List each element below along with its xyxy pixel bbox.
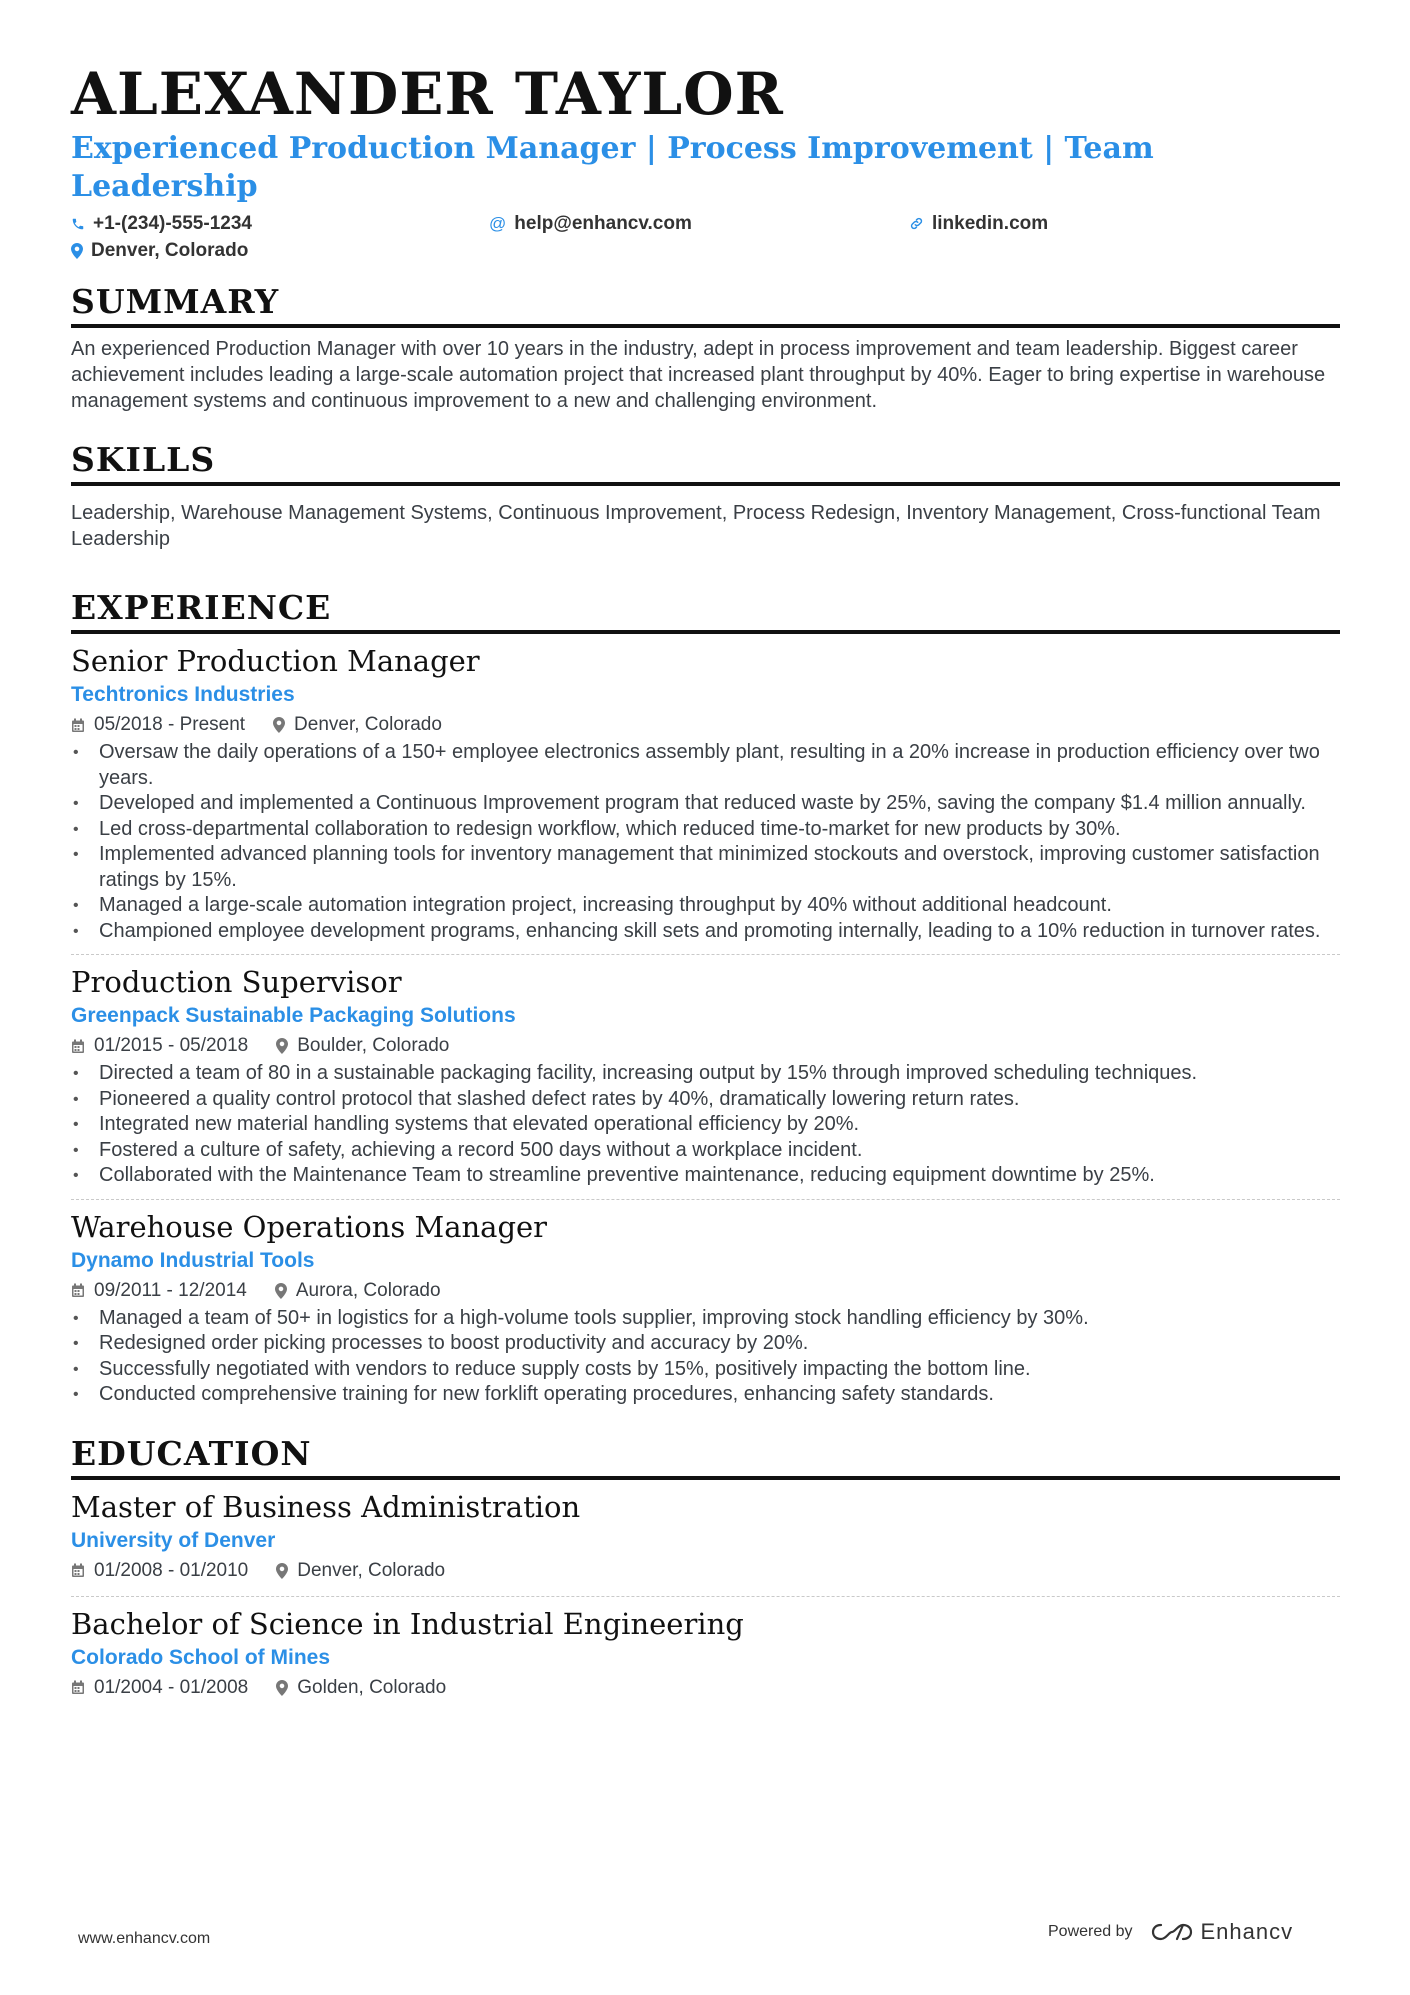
email-text: help@enhancv.com: [514, 213, 692, 234]
education-title: EDUCATION: [71, 1434, 1340, 1480]
contact-phone[interactable]: [71, 210, 489, 237]
location-pin-icon: [276, 1038, 288, 1054]
location-pin-icon: [276, 1680, 288, 1696]
location-text: Denver, Colorado: [294, 714, 442, 735]
dates-text: 01/2015 - 05/2018: [94, 1035, 249, 1056]
location-text: Boulder, Colorado: [297, 1035, 450, 1056]
footer-website[interactable]: www.enhancv.com: [78, 1930, 211, 1947]
phone-icon: [71, 217, 85, 231]
bullet-item: • Integrated new material handling systems that elevated operational efficiency by 20%.: [71, 1112, 1340, 1138]
job-title: Warehouse Operations Manager: [71, 1209, 548, 1244]
link-icon: [909, 216, 924, 231]
education-location: [276, 1556, 445, 1586]
calendar-icon: [71, 1563, 85, 1578]
bullet-item: • Oversaw the daily operations of a 150+ employee electronics assembly plant, resulting in a 20% increase in production efficiency over two years.: [71, 740, 1340, 791]
location-pin-icon: [71, 243, 83, 259]
enhancv-logo[interactable]: [1151, 1919, 1294, 1945]
school-name[interactable]: University of Denver: [71, 1528, 276, 1552]
school-name[interactable]: Colorado School of Mines: [71, 1645, 331, 1669]
job-meta: [71, 1031, 1340, 1061]
job-meta: [71, 1276, 1340, 1306]
contact-row-2: [71, 237, 1340, 264]
enhancv-logo-icon: [1151, 1921, 1193, 1943]
dates-text: 05/2018 - Present: [94, 714, 246, 735]
brand-text: Enhancv: [1200, 1919, 1294, 1944]
dates-text: 01/2004 - 01/2008: [94, 1676, 249, 1698]
bullet-item: • Managed a large-scale automation integration project, increasing throughput by 40% without additional headcount.: [71, 893, 1340, 919]
location-text: Golden, Colorado: [297, 1676, 447, 1698]
education-entry: [71, 1480, 1340, 1586]
education-entry: [71, 1596, 1340, 1703]
job-bullets: [71, 740, 1340, 944]
summary-title: SUMMARY: [71, 282, 1340, 328]
degree-title: Bachelor of Science in Industrial Engineering: [71, 1606, 744, 1641]
experience-section: [71, 588, 1340, 1408]
job-location: [275, 1276, 441, 1306]
experience-entry: [71, 634, 1340, 944]
skills-text: Leadership, Warehouse Management Systems, Continuous Improvement, Process Redesign, Inventory Management, Cross-functional Team Leadership: [71, 502, 1321, 550]
skills-section: [71, 440, 1340, 552]
degree-title: Master of Business Administration: [71, 1489, 581, 1524]
at-icon: @: [489, 214, 507, 233]
bullet-item: • Fostered a culture of safety, achieving a record 500 days without a workplace incident.: [71, 1138, 1340, 1164]
candidate-name: ALEXANDER TAYLOR: [71, 60, 784, 128]
education-section: [71, 1434, 1340, 1703]
footer-branding: [1048, 1919, 1293, 1945]
company-name[interactable]: Greenpack Sustainable Packaging Solutions: [71, 1004, 516, 1027]
experience-title: EXPERIENCE: [71, 588, 1340, 634]
job-location: [273, 710, 442, 740]
bullet-item: • Conducted comprehensive training for new forklift operating procedures, enhancing safety standards.: [71, 1382, 1340, 1408]
summary-text: An experienced Production Manager with over 10 years in the industry, adept in process improvement and team leadership. Biggest career achievement includes leading a large-scale automation project that increased plant throughput by 40%. Eager to bring expertise in warehouse management systems and continuous improvement to a new and challenging environment.: [71, 338, 1326, 412]
linkedin-text: linkedin.com: [932, 213, 1049, 234]
company-name[interactable]: Techtronics Industries: [71, 683, 295, 706]
contact-email[interactable]: [489, 210, 909, 237]
location-pin-icon: [275, 1283, 287, 1299]
location-pin-icon: [273, 717, 285, 733]
location-text: Denver, Colorado: [297, 1559, 446, 1581]
bullet-item: • Implemented advanced planning tools for inventory management that minimized stockouts and overstock, improving customer satisfaction ratings by 15%.: [71, 842, 1340, 893]
contact-row-1: [71, 210, 1340, 237]
company-name[interactable]: Dynamo Industrial Tools: [71, 1248, 315, 1272]
calendar-icon: [71, 1283, 85, 1298]
job-dates: [71, 710, 245, 740]
dates-text: 01/2008 - 01/2010: [94, 1559, 249, 1581]
job-bullets: [71, 1306, 1340, 1408]
job-dates: [71, 1031, 248, 1061]
job-title: Senior Production Manager: [71, 644, 480, 678]
skills-title: SKILLS: [71, 440, 1340, 486]
job-bullets: [71, 1061, 1340, 1189]
bullet-item: • Championed employee development programs, enhancing skill sets and promoting internally, leading to a 10% reduction in turnover rates.: [71, 919, 1340, 945]
contact-location: [71, 237, 248, 264]
bullet-item: • Directed a team of 80 in a sustainable packaging facility, increasing output by 15% through improved scheduling techniques.: [71, 1061, 1340, 1087]
education-dates: [71, 1673, 248, 1703]
powered-by-text: Powered by: [1048, 1923, 1133, 1940]
summary-section: [71, 282, 1340, 414]
education-meta: [71, 1673, 1340, 1703]
bullet-item: • Collaborated with the Maintenance Team to streamline preventive maintenance, reducing equipment downtime by 25%.: [71, 1163, 1340, 1189]
experience-entry: [71, 954, 1340, 1189]
job-meta: [71, 710, 1340, 740]
contact-linkedin[interactable]: [909, 210, 1048, 237]
experience-entry: [71, 1199, 1340, 1408]
education-meta: [71, 1556, 1340, 1586]
calendar-icon: [71, 718, 85, 733]
bullet-item: • Successfully negotiated with vendors to reduce supply costs by 15%, positively impacting the bottom line.: [71, 1357, 1340, 1383]
education-location: [276, 1673, 446, 1703]
location-pin-icon: [276, 1563, 288, 1579]
headline: Experienced Production Manager | Process Improvement | Team Leadership: [71, 131, 1154, 204]
dates-text: 09/2011 - 12/2014: [94, 1279, 247, 1301]
bullet-item: • Pioneered a quality control protocol that slashed defect rates by 40%, dramatically lowering return rates.: [71, 1087, 1340, 1113]
bullet-item: • Redesigned order picking processes to boost productivity and accuracy by 20%.: [71, 1331, 1340, 1357]
job-location: [276, 1031, 449, 1061]
calendar-icon: [71, 1039, 85, 1054]
bullet-item: • Managed a team of 50+ in logistics for a high-volume tools supplier, improving stock handling efficiency by 30%.: [71, 1306, 1340, 1332]
calendar-icon: [71, 1680, 85, 1695]
bullet-item: • Led cross-departmental collaboration to redesign workflow, which reduced time-to-market for new products by 30%.: [71, 817, 1340, 843]
location-text: Aurora, Colorado: [295, 1279, 441, 1301]
job-title: Production Supervisor: [71, 965, 402, 999]
job-dates: [71, 1276, 247, 1306]
phone-text: +1-(234)-555-1234: [93, 213, 252, 234]
education-dates: [71, 1556, 248, 1586]
bullet-item: • Developed and implemented a Continuous Improvement program that reduced waste by 25%, saving the company $1.4 million annually.: [71, 791, 1340, 817]
location-text: Denver, Colorado: [91, 240, 249, 261]
